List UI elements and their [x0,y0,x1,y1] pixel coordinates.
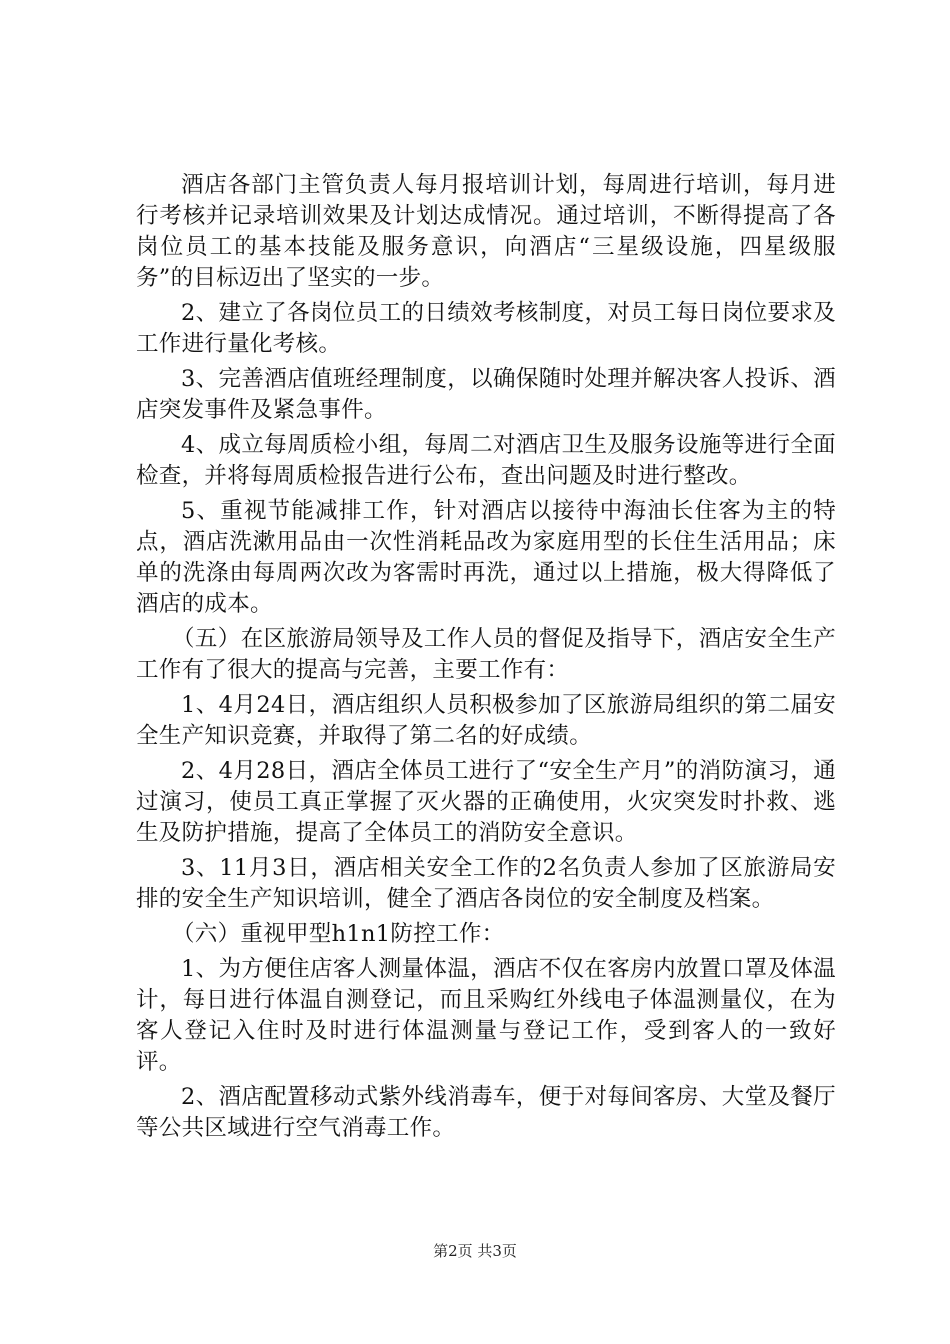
paragraph-item-4-quality-check: 4、成立每周质检小组，每周二对酒店卫生及服务设施等进行全面检查，并将每周质检报告进行公布，查出问题及时进行整改。 [136,432,836,489]
page-number: 第2页 共3页 [433,1242,517,1260]
section-heading-6-h1n1: （六）重视甲型h1n1防控工作： [172,921,505,947]
paragraph-h1n1-item-1: 1、为方便住店客人测量体温，酒店不仅在客房内放置口罩及体温计，每日进行体温自测登记，而且采购红外线电子体温测量仪，在为客人登记入住时及时进行体温测量与登记工作，受到客人的一致好评。 [136,956,836,1075]
section-heading-5-safety: （五）在区旅游局领导及工作人员的督促及指导下，酒店安全生产工作有了很大的提高与完善，主要工作有： [136,626,836,683]
paragraph-safety-item-1: 1、4月24日，酒店组织人员积极参加了区旅游局组织的第二届安全生产知识竞赛，并取得了第二名的好成绩。 [136,692,836,749]
paragraph-h1n1-item-2: 2、酒店配置移动式紫外线消毒车，便于对每间客房、大堂及餐厅等公共区域进行空气消毒工作。 [136,1084,836,1141]
paragraph-item-2-performance: 2、建立了各岗位员工的日绩效考核制度，对员工每日岗位要求及工作进行量化考核。 [136,300,836,357]
paragraph-training-plan: 酒店各部门主管负责人每月报培训计划，每周进行培训，每月进行考核并记录培训效果及计划达成情况。通过培训，不断得提高了各岗位员工的基本技能及服务意识，向酒店“三星级设施，四星级服务”的目标迈出了坚实的一步。 [136,172,836,291]
paragraph-safety-item-3: 3、11月3日，酒店相关安全工作的2名负责人参加了区旅游局安排的安全生产知识培训，健全了酒店各岗位的安全制度及档案。 [136,855,836,912]
paragraph-item-5-energy-saving: 5、重视节能减排工作，针对酒店以接待中海油长住客为主的特点，酒店洗漱用品由一次性消耗品改为家庭用型的长住生活用品；床单的洗涤由每周两次改为客需时再洗，通过以上措施，极大得降低了酒店的成本。 [136,498,836,617]
page-footer [0,1241,950,1261]
paragraph-safety-item-2: 2、4月28日，酒店全体员工进行了“安全生产月”的消防演习，通过演习，使员工真正掌握了灭火器的正确使用，火灾突发时扑救、逃生及防护措施，提高了全体员工的消防安全意识。 [136,758,836,846]
document-body [136,170,836,1144]
paragraph-item-3-duty-manager: 3、完善酒店值班经理制度，以确保随时处理并解决客人投诉、酒店突发事件及紧急事件。 [136,366,836,423]
